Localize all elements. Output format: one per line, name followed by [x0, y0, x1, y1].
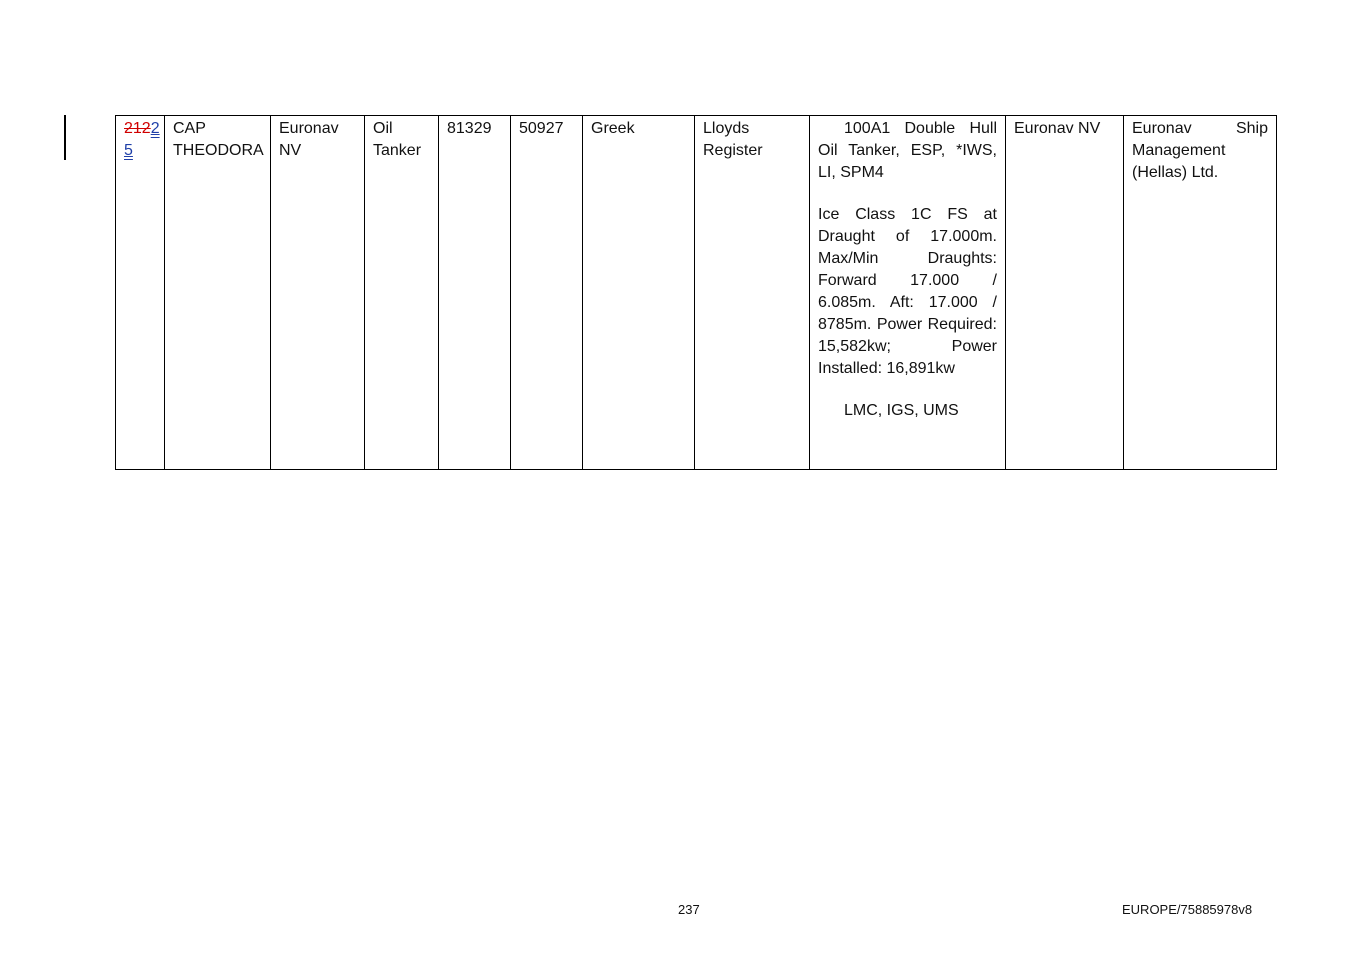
class-notation-machinery: LMC, IGS, UMS — [844, 402, 959, 419]
operator-cell: Euronav NV — [1006, 116, 1124, 470]
inserted-row-number: 2 — [150, 120, 160, 137]
deleted-row-number: 212 — [124, 120, 151, 137]
document-reference: EUROPE/75885978v8 — [1122, 902, 1253, 917]
classification-society-cell: Lloyds Register — [695, 116, 810, 470]
inserted-row-number-continued: 5 — [124, 142, 133, 159]
table-row — [116, 116, 1277, 470]
owner-cell: Euronav NV — [271, 116, 365, 470]
class-notation-main: 100A1 Double Hull Oil Tanker, ESP, *IWS, LI, SPM4 — [818, 120, 997, 181]
net-tonnage-cell: 50927 — [511, 116, 583, 470]
vessel-name-cell: CAP THEODORA — [165, 116, 271, 470]
vessel-table — [115, 115, 1277, 470]
manager-cell: Euronav Ship Management (Hellas) Ltd. — [1124, 116, 1277, 470]
flag-cell: Greek — [583, 116, 695, 470]
class-notation-ice: Ice Class 1C FS at Draught of 17.000m. Max/Min Draughts: Forward 17.000 / 6.085m. Aft: 17.000 / 8785m. Power Required: 15,582kw; Power Installed: 16,891kw — [818, 206, 997, 377]
class-notation-cell — [810, 116, 1006, 470]
gross-tonnage-cell: 81329 — [439, 116, 511, 470]
revision-change-bar — [64, 115, 66, 160]
page-number: 237 — [678, 902, 700, 917]
row-number-cell — [116, 116, 165, 470]
vessel-type-cell: Oil Tanker — [365, 116, 439, 470]
